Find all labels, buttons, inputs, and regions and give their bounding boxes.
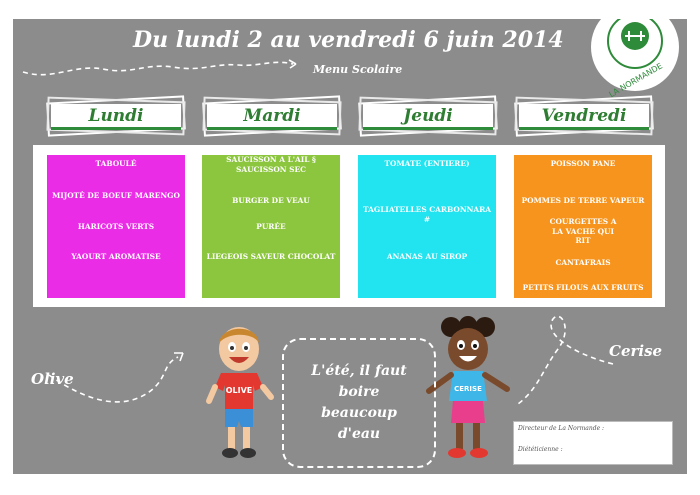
bubble-text: L'été, il faut boire beaucoup d'eau	[311, 363, 407, 442]
menu-title: Du lundi 2 au vendredi 6 juin 2014	[133, 27, 564, 53]
menu-item: LIEGEOIS SAVEUR CHOCOLAT	[206, 252, 336, 261]
menu-item: HARICOTS VERTS	[77, 222, 155, 231]
day-label-lundi: Lundi	[88, 105, 144, 126]
menu-column-lundi	[47, 155, 185, 298]
girl-cerise-illustration	[423, 315, 513, 467]
menu-sheet	[13, 19, 687, 474]
director-signature-label: Directeur de La Normande :	[518, 425, 605, 432]
menu-item: PETITS FILOUS AUX FRUITS	[522, 283, 644, 292]
boy-shirt-text: OLIVE	[225, 386, 253, 395]
menu-item: PURÉE	[256, 222, 286, 231]
day-label-jeudi: Jeudi	[403, 105, 453, 126]
character-name-cerise: Cerise	[609, 342, 663, 360]
menu-item: TAGLIATELLES CARBONNARA #	[363, 205, 491, 224]
girl-shirt-text: CERISE	[454, 385, 482, 393]
la-normande-logo	[585, 19, 685, 105]
menu-item: SAUCISSON A L'AIL § SAUCISSON SEC	[226, 155, 316, 174]
menu-item: COURGETTES A LA VACHE QUI RIT	[549, 217, 617, 245]
menu-item: TOMATE (ENTIERE)	[384, 159, 470, 168]
character-name-olive: Olive	[31, 370, 74, 388]
tab-vendredi	[515, 99, 653, 133]
dietitian-signature-label: Diététicienne :	[518, 446, 563, 453]
day-label-mardi: Mardi	[243, 105, 301, 126]
tab-mardi	[203, 99, 341, 133]
tab-lundi	[47, 99, 185, 133]
menu-panel	[33, 145, 665, 307]
day-label-vendredi: Vendredi	[541, 105, 627, 126]
menu-column-jeudi	[358, 155, 496, 298]
logo-text: LA NORMANDE	[607, 61, 665, 100]
menu-item: POISSON PANE	[550, 159, 616, 168]
menu-item: YAOURT AROMATISE	[71, 252, 161, 261]
menu-item: BURGER DE VEAU	[232, 196, 310, 205]
menu-item: POMMES DE TERRE VAPEUR	[521, 196, 645, 205]
menu-item: TABOULÉ	[95, 159, 137, 168]
tab-jeudi	[359, 99, 497, 133]
menu-item: CANTAFRAIS	[555, 258, 611, 267]
signature-box	[513, 421, 673, 465]
menu-item: MIJOTÉ DE BOEUF MARENGO	[52, 191, 180, 200]
water-reminder-bubble	[282, 338, 436, 468]
menu-column-mardi	[202, 155, 340, 298]
menu-item: ANANAS AU SIROP	[386, 252, 468, 261]
menu-subtitle: Menu Scolaire	[313, 63, 403, 76]
menu-column-vendredi	[514, 155, 652, 298]
boy-olive-illustration	[199, 317, 279, 467]
